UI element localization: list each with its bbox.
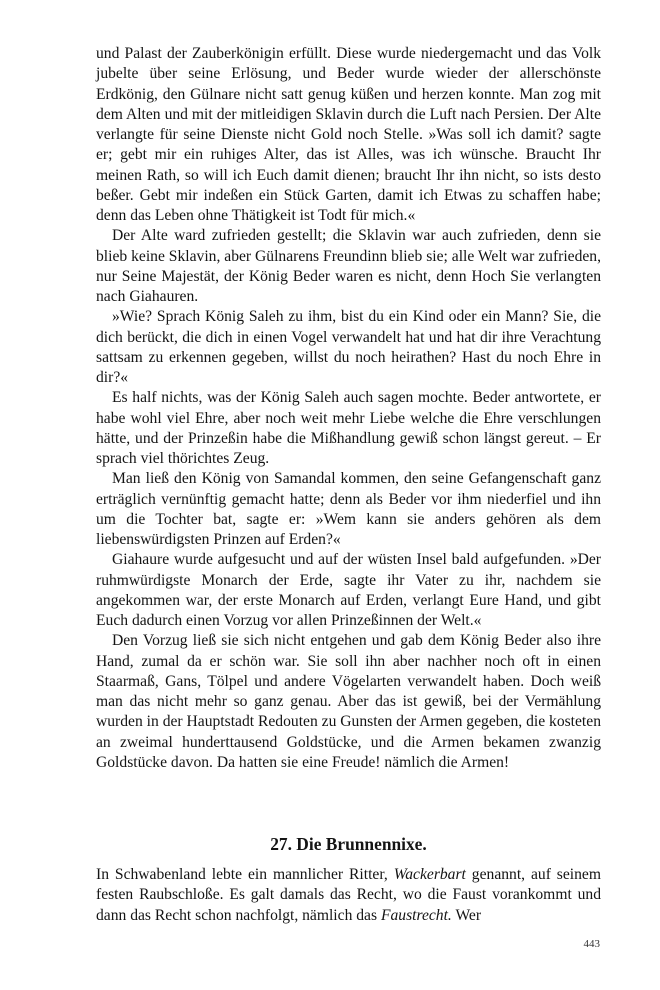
final-paragraph-part-1: In Schwabenland lebte ein mannlicher Ritter, [96, 866, 394, 883]
term-faustrecht: Faustrecht. [380, 906, 452, 924]
paragraph-4: Es half nichts, was der König Saleh auch sagen mochte. Beder antwortete, er habe wohl viel Ehre, aber noch weit mehr Liebe welche die Ehre verschlungen hätte, und der Prinzeßin habe die Mißhandlung gewiß schon längst gereut. – Er sprach viel thörichtes Zeug. [96, 389, 601, 467]
final-paragraph [96, 865, 601, 926]
section-text [96, 865, 601, 926]
paragraph-2: Der Alte ward zufrieden gestellt; die Sklavin war auch zufrieden, denn sie blieb keine Sklavin, aber Gülnarens Freundinn blieb sie; alle Welt war zufrieden, nur Seine Majestät, der König Beder waren es nicht, denn Hoch Sie verlangten nach Giahauren. [96, 227, 601, 305]
paragraph-5: Man ließ den König von Samandal kommen, den seine Gefangenschaft ganz erträglich vernünftig gemacht hatte; denn als Beder vor ihm niederfiel und ihn um die Tochter bat, sagte er: »Wem kann sie anders gehören als dem liebenswürdigsten Prinzen auf Erden?« [96, 470, 601, 548]
paragraph-1: und Palast der Zauberkönigin erfüllt. Diese wurde niedergemacht und das Volk jubelte über seine Erlösung, und Beder wurde wieder der allerschönste Erdkönig, den Gülnare nicht satt genug küßen und herzen konnte. Man zog mit dem Alten und mit der mitleidigen Sklavin durch die Luft nach Persien. Der Alte verlangte für seine Dienste nicht Gold noch Stelle. »Was soll ich damit? sagte er; gebt mir ein ruhiges Alter, das ist Alles, was ich wünsche. Braucht Ihr meinen Rath, so will ich Euch damit dienen; braucht Ihr ihn nicht, so ists desto beßer. Gebt mir indeßen ein Stück Garten, damit ich Etwas zu schaffen habe; denn das Leben ohne Thätigkeit ist Todt für mich.« [96, 45, 601, 224]
body-text [96, 44, 601, 773]
final-paragraph-part-3: Wer [451, 906, 482, 924]
section-heading: 27. Die Brunnennixe. [270, 834, 427, 854]
paragraph-6: Giahaure wurde aufgesucht und auf der wüsten Insel bald aufgefunden. »Der ruhmwürdigste Monarch der Erde, sagte ihr Vater zu ihr, nachdem sie angekommen war, der erste Monarch auf Erden, verlangt Eure Hand, und gibt Euch dadurch einen Vorzug vor allen Prinzeßinnen der Welt.« [96, 551, 601, 629]
page-number: 443 [583, 938, 600, 950]
paragraph-7: Den Vorzug ließ sie sich nicht entgehen und gab dem König Beder also ihre Hand, zumal da er schön war. Sie soll ihn aber nachher noch oft in einen Staarmaß, Gans, Tölpel und andere Vögelarten verwandelt haben. Doch weiß man das nicht mehr so ganz genau. Aber das ist gewiß, bei der Vermählung wurden in der Hauptstadt Redouten zu Gunsten der Armen gegeben, die kosteten an zweimal hunderttausend Goldstücke, und die Armen bekamen zwanzig Goldstücke davon. Da hatten sie eine Freude! nämlich die Armen! [96, 632, 601, 771]
final-paragraph-part-2: genannt, auf seinem festen Raubschloße. Es galt damals das Recht, wo die Faust vorankommt und dann das Recht schon nachfolgt, nämlich das [96, 866, 601, 924]
paragraph-3: »Wie? Sprach König Saleh zu ihm, bist du ein Kind oder ein Mann? Sie, die dich berückt, die dich in einen Vogel verwandelt hat und hat dir ihre Verachtung sattsam zu erkennen gegeben, willst du noch heirathen? Hast du noch Ehre in dir?« [96, 308, 601, 386]
name-wackerbart: Wackerbart [393, 866, 466, 883]
